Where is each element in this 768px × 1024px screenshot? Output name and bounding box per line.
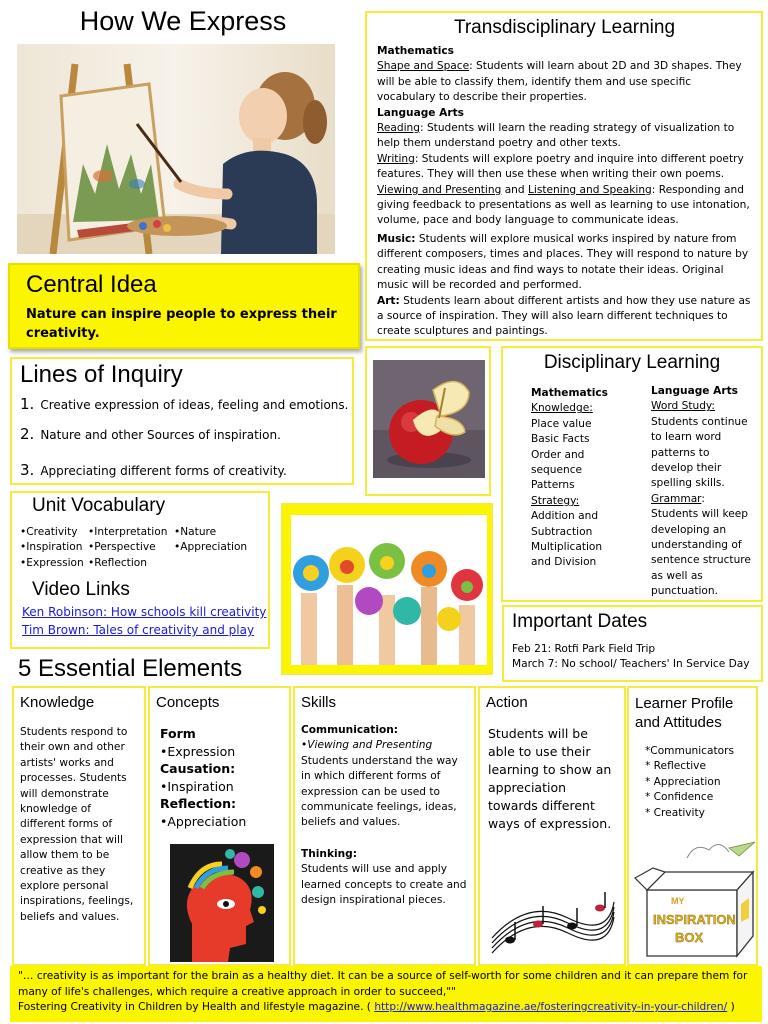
vocab-word: •Expression <box>20 556 84 569</box>
dl-word-study-label: Word Study: <box>651 400 715 413</box>
date-item: Feb 21: Rotfi Park Field Trip <box>512 643 656 655</box>
dl-strategy-item: Subtraction <box>531 525 593 538</box>
vocab-column-3 <box>174 525 247 556</box>
dl-word-line: develop their <box>651 462 722 475</box>
vocabulary-panel <box>10 491 270 649</box>
learner-profile-item: * Reflective <box>645 760 706 773</box>
td-music-paragraph <box>377 232 752 294</box>
dl-word-line: to learn word <box>651 431 722 444</box>
dl-word-line: Students continue <box>651 415 748 428</box>
video-link-ken-robinson[interactable]: Ken Robinson: How schools kill creativity <box>22 605 267 619</box>
inquiry-item <box>20 395 348 413</box>
concept-form-label: Form <box>160 726 196 741</box>
transdisciplinary-title: Transdisciplinary Learning <box>453 17 676 38</box>
girl-painting-photo <box>17 44 335 254</box>
td-shape-paragraph <box>377 59 752 105</box>
box-label-inspiration: INSPIRATION <box>653 912 736 927</box>
hands-photo-frame <box>281 503 493 675</box>
vocab-word: •Interpretation <box>88 526 168 538</box>
inquiry-text: Appreciating different forms of creativity. <box>40 464 287 478</box>
dl-grammar-label: Grammar <box>651 492 702 505</box>
learner-profile-title: Learner Profile and Attitudes <box>635 695 734 731</box>
dl-grammar-line: sentence structure <box>651 554 751 567</box>
essential-elements-title: 5 Essential Elements <box>18 655 243 682</box>
td-viewing-label: Viewing and Presenting <box>377 183 502 196</box>
td-art-label: Art: <box>377 294 400 307</box>
dl-knowledge-item: Patterns <box>531 479 575 492</box>
concept-reflection-item: •Appreciation <box>160 813 247 829</box>
dl-knowledge-item: Basic Facts <box>531 433 590 446</box>
inquiry-item <box>20 425 281 443</box>
td-viewing-text: : Responding and giving feedback to presentations as well as learning to use intonation, volume, pace and body language to communicate ideas. <box>377 183 750 227</box>
page-title: How We Express <box>79 6 287 36</box>
quote-panel <box>10 966 762 1022</box>
knowledge-title: Knowledge <box>20 694 95 711</box>
quote-source-link[interactable]: http://www.healthmagazine.ae/fosteringcreativity-in-your-children/ <box>374 1001 728 1013</box>
dl-grammar-line: as well as <box>651 569 703 582</box>
action-text: Students will be able to use their learning to show an appreciation towards different ways of expression. <box>488 726 612 831</box>
central-idea-title: Central Idea <box>26 271 157 298</box>
vocab-word: •Appreciation <box>174 541 248 554</box>
dl-word-line: spelling skills. <box>651 477 725 490</box>
dl-strategy-item: Multiplication <box>531 541 603 554</box>
dl-strategy-item: Addition and <box>531 510 599 523</box>
concepts-list <box>156 725 283 830</box>
dl-knowledge-label: Knowledge: <box>531 402 593 415</box>
dl-knowledge-item: Order and <box>531 448 585 461</box>
inspiration-box-illustration <box>633 838 755 964</box>
important-dates-panel <box>502 605 763 682</box>
concepts-panel <box>148 686 291 966</box>
inquiry-text: Creative expression of ideas, feeling and emotions. <box>40 398 349 412</box>
learner-profile-item: * Appreciation <box>645 775 721 788</box>
disciplinary-title: Disciplinary Learning <box>543 352 721 373</box>
dl-grammar-line: developing an <box>651 523 727 536</box>
skills-thinking-label: Thinking: <box>301 847 357 860</box>
central-idea-panel <box>8 263 360 349</box>
td-writing-text: : Students will explore poetry and inquire into different poetry features. They will then use these when writing their own poems. <box>377 152 744 181</box>
td-shape-text: : Students will learn about 2D and 3D shapes. They will be able to classify them, identify them and use specific vocabulary to describe their properties. <box>377 60 742 104</box>
concept-form-item: •Expression <box>160 743 236 759</box>
dl-math-heading: Mathematics <box>531 387 608 399</box>
dl-strategy-item: and Division <box>531 556 597 569</box>
apple-photo-frame <box>365 346 491 496</box>
quote-source: Fostering Creativity in Children by Health and lifestyle magazine. ( <box>18 1001 375 1013</box>
td-math-heading: Mathematics <box>377 45 454 57</box>
inquiry-number: 3. <box>20 461 35 479</box>
dl-grammar-line: understanding of <box>651 539 742 552</box>
box-label-my: MY <box>671 896 685 906</box>
inquiry-text: Nature and other Sources of inspiration. <box>40 428 281 442</box>
action-title: Action <box>486 694 528 711</box>
quote-source-row <box>18 1000 754 1016</box>
learner-profile-item: * Creativity <box>645 806 705 819</box>
quote-text: "… creativity is as important for the brain as a healthy diet. It can be a source of self-worth for some children and it can prepare them for many of life's challenges, which require a creative approach in order to succeed,"" <box>18 970 748 998</box>
vocab-column-2 <box>88 525 167 571</box>
skills-title: Skills <box>301 694 337 711</box>
vocab-word: •Perspective <box>88 541 156 554</box>
td-music-label: Music: <box>377 232 416 245</box>
creative-head-illustration <box>170 844 274 962</box>
td-writing-paragraph <box>377 152 752 183</box>
dl-grammar-row: Grammar: <box>651 492 705 505</box>
dl-knowledge-item: sequence <box>531 464 583 477</box>
dl-strategy-label: Strategy: <box>531 494 580 507</box>
important-dates-title: Important Dates <box>512 611 648 632</box>
concept-causation-item: •Inspiration <box>160 778 234 794</box>
box-label-box: BOX <box>675 930 704 945</box>
date-item: March 7: No school/ Teachers' In Service Day <box>512 658 750 671</box>
knowledge-text: Students respond to their own and other artists' works and processes. Students will demonstrate knowledge of different forms of expression that will allow them to be creative as they explore personal inspirations, feelings, beliefs and values. <box>20 726 134 923</box>
td-music-text: Students will explore musical works inspired by nature from different composers, times and places. They will respond to nature by creating music ideas and find ways to notate their ideas. Original music will be recorded and performed. <box>377 232 749 292</box>
music-notes-illustration <box>488 888 618 960</box>
td-listening-label: Listening and Speaking <box>528 183 652 196</box>
vocab-word: •Creativity <box>20 526 78 538</box>
td-shape-label: Shape and Space <box>377 60 470 73</box>
disciplinary-math-column <box>531 386 608 571</box>
skills-communication-label: Communication: <box>301 724 399 736</box>
dl-knowledge-item: Place value <box>531 417 592 430</box>
lines-of-inquiry-panel <box>10 357 354 485</box>
concepts-title: Concepts <box>156 694 220 711</box>
vocab-word: •Nature <box>174 526 217 538</box>
vocab-column-1 <box>20 525 84 571</box>
dl-grammar-line: Students will keep <box>651 508 748 521</box>
vocabulary-title: Unit Vocabulary <box>32 495 166 516</box>
knowledge-panel <box>12 686 146 966</box>
learner-profile-list <box>635 744 750 821</box>
td-and: and <box>501 183 528 196</box>
central-idea-text: Nature can inspire people to express their creativity. <box>26 307 337 341</box>
concept-causation-label: Causation: <box>160 761 236 776</box>
learner-profile-item: *Communicators <box>645 745 735 757</box>
transdisciplinary-panel <box>365 11 763 341</box>
inquiry-number: 2. <box>20 425 35 443</box>
disciplinary-panel <box>501 346 763 602</box>
td-lang-heading: Language Arts <box>377 106 464 119</box>
skills-thinking-text: Students will use and apply learned concepts to create and design inspirational pieces. <box>301 863 467 907</box>
learner-profile-panel <box>627 686 758 966</box>
td-art-text: Students learn about different artists and how they use nature as a source of inspiration. They will also learn different techniques to create sculptures and paintings. <box>377 294 751 338</box>
vocab-word: •Inspiration <box>20 541 83 554</box>
td-viewing-paragraph <box>377 183 752 229</box>
apple-butterfly-photo <box>373 360 485 478</box>
td-art-paragraph <box>377 294 752 340</box>
learner-profile-item: * Confidence <box>645 791 714 804</box>
dl-grammar-line: punctuation. <box>651 585 718 598</box>
disciplinary-language-column <box>651 384 751 600</box>
skills-communication-text: Students understand the way in which different forms of expression can be used to communicate feelings, ideas, beliefs and values. <box>301 754 458 829</box>
dl-word-line: patterns to <box>651 446 710 459</box>
action-panel <box>478 686 626 966</box>
quote-close: ) <box>727 1001 735 1013</box>
skills-panel <box>293 686 476 966</box>
inquiry-number: 1. <box>20 395 35 413</box>
vocab-word: •Reflection <box>88 556 147 569</box>
video-links-title: Video Links <box>32 579 130 600</box>
td-reading-label: Reading <box>377 122 421 135</box>
concept-reflection-label: Reflection: <box>160 796 237 811</box>
td-writing-label: Writing <box>377 152 415 165</box>
lines-of-inquiry-title: Lines of Inquiry <box>20 361 183 388</box>
inquiry-item <box>20 461 287 479</box>
video-link-tim-brown[interactable]: Tim Brown: Tales of creativity and play <box>22 623 255 637</box>
skills-communication-sub: •Viewing and Presenting <box>301 739 433 752</box>
painted-hands-photo <box>291 515 487 665</box>
dl-lang-heading: Language Arts <box>651 385 738 397</box>
td-reading-paragraph <box>377 121 752 152</box>
td-reading-text: : Students will learn the reading strategy of visualization to help them understand poetry and other texts. <box>377 122 735 150</box>
